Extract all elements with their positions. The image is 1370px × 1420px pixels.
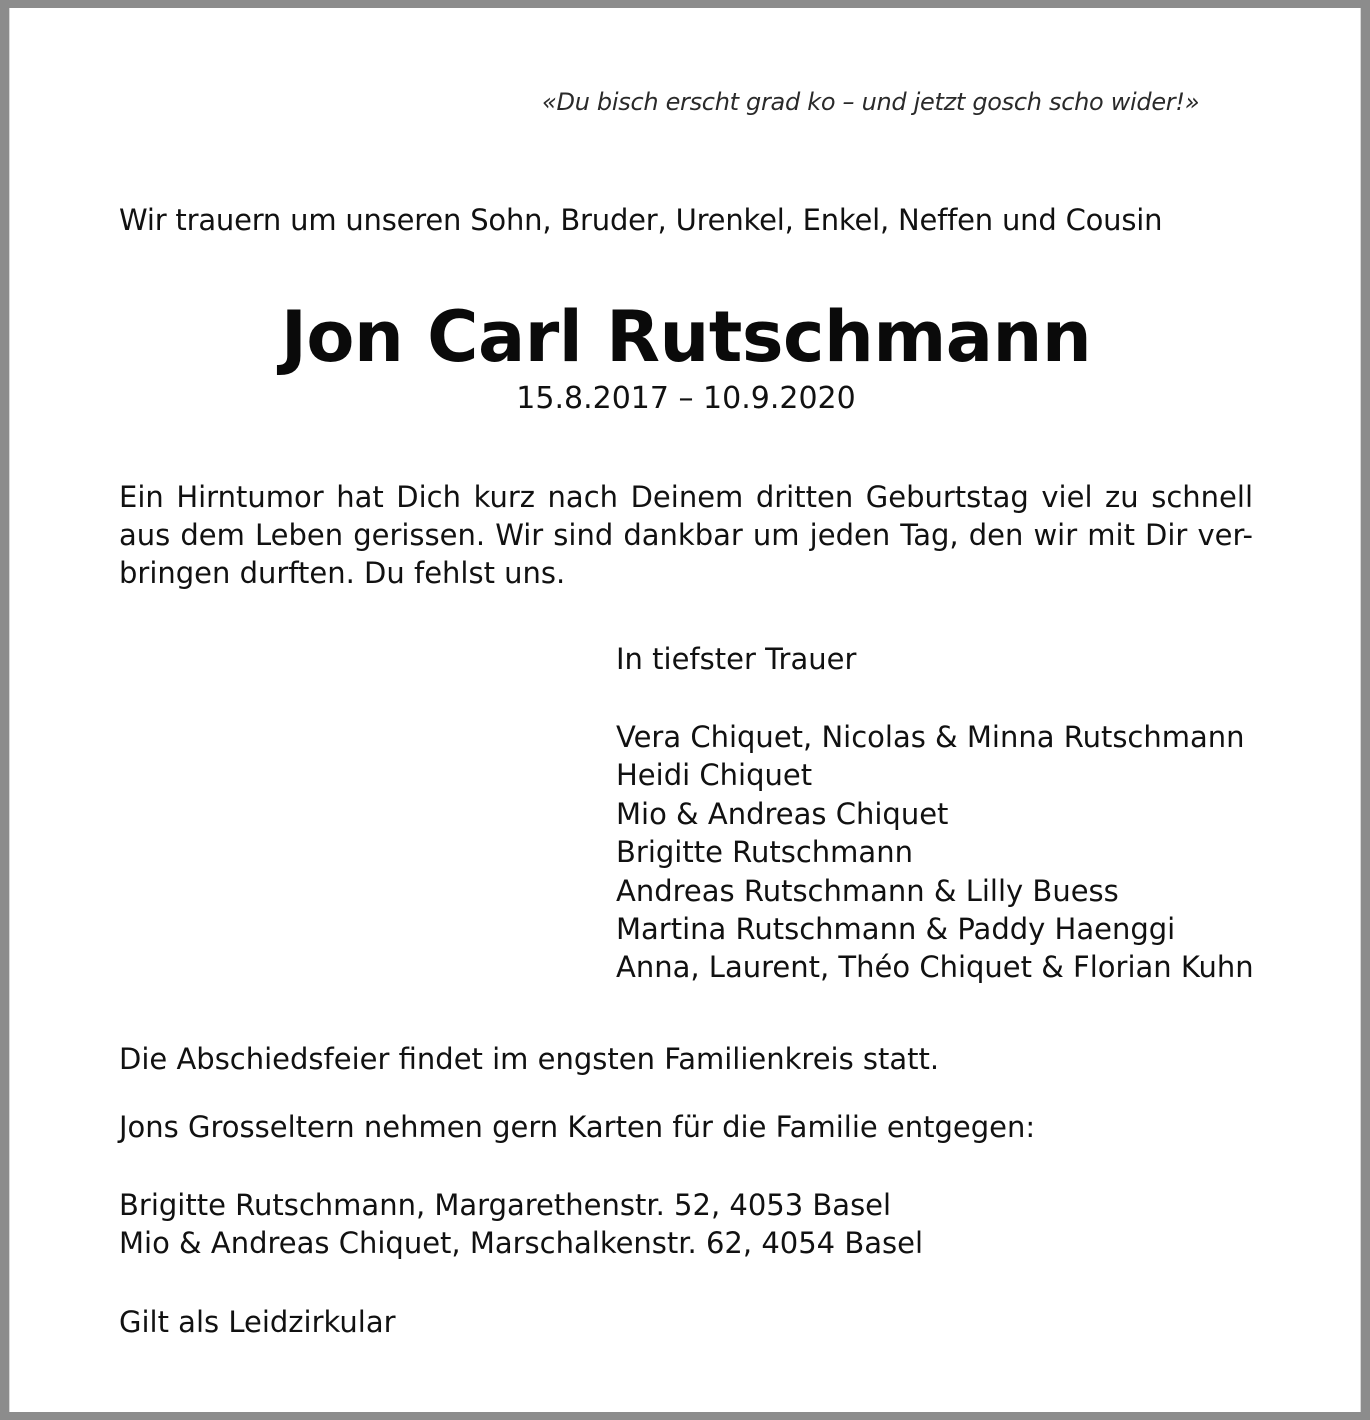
obituary-sheet bbox=[9, 8, 1361, 1412]
address-entry: Mio & Andreas Chiquet, Marschalkenstr. 62, 4054 Basel bbox=[119, 1226, 924, 1261]
message-line: Ein Hirntumor hat Dich kurz nach Deinem dritten Geburtstag viel zu schnell bbox=[119, 480, 1253, 514]
mourners-list bbox=[616, 718, 1254, 987]
mourner-entry: Heidi Chiquet bbox=[616, 758, 813, 793]
mourner-entry: Vera Chiquet, Nicolas & Minna Rutschmann bbox=[616, 720, 1245, 754]
mourner-entry: Mio & Andreas Chiquet bbox=[616, 796, 949, 831]
mourner-entry: Brigitte Rutschmann bbox=[616, 835, 913, 870]
address-list bbox=[119, 1186, 923, 1263]
message-line: bringen durften. Du fehlst uns. bbox=[119, 556, 566, 590]
circular-note: Gilt als Leidzirkular bbox=[119, 1305, 396, 1339]
ceremony-note: Die Abschiedsfeier findet im engsten Familienkreis statt. bbox=[119, 1042, 940, 1076]
mourning-label: In tiefster Trauer bbox=[616, 642, 857, 676]
cards-note: Jons Grosseltern nehmen gern Karten für die Familie entgegen: bbox=[119, 1110, 1036, 1144]
deceased-name: Jon Carl Rutschmann bbox=[280, 296, 1092, 378]
address-entry: Brigitte Rutschmann, Margarethenstr. 52, 4053 Basel bbox=[119, 1188, 892, 1222]
mourner-entry: Martina Rutschmann & Paddy Haenggi bbox=[616, 912, 1176, 947]
condolence-message bbox=[119, 478, 1253, 592]
message-line: aus dem Leben gerissen. Wir sind dankbar um jeden Tag, den wir mit Dir ver- bbox=[119, 518, 1253, 552]
intro-line: Wir trauern um unseren Sohn, Bruder, Urenkel, Enkel, Neffen und Cousin bbox=[119, 203, 1163, 237]
life-dates: 15.8.2017 – 10.9.2020 bbox=[516, 381, 856, 416]
mourner-entry: Andreas Rutschmann & Lilly Buess bbox=[616, 873, 1119, 908]
motto-quote: «Du bisch erscht grad ko – und jetzt gosch scho wider!» bbox=[542, 88, 1200, 116]
mourner-entry: Anna, Laurent, Théo Chiquet & Florian Kuhn bbox=[616, 950, 1254, 985]
